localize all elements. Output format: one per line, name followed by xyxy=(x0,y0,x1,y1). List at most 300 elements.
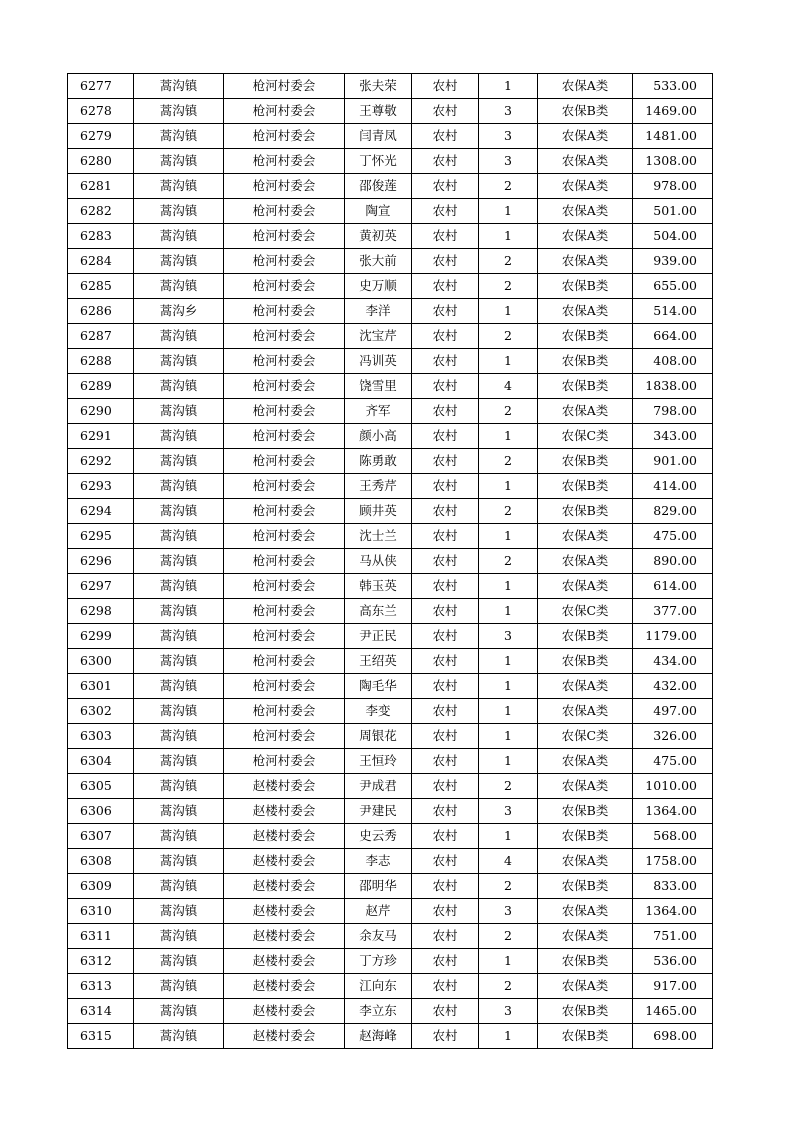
row-number-cell: 6288 xyxy=(68,349,134,374)
town-cell: 蒿沟镇 xyxy=(134,699,224,724)
town-cell: 蒿沟镇 xyxy=(134,649,224,674)
table-row xyxy=(68,624,713,649)
area-type-cell: 农村 xyxy=(412,949,479,974)
insurance-category-cell: 农保A类 xyxy=(538,149,633,174)
amount-cell: 326.00 xyxy=(633,724,713,749)
table-row xyxy=(68,524,713,549)
row-number-cell: 6314 xyxy=(68,999,134,1024)
household-count-cell: 4 xyxy=(479,849,538,874)
table-row xyxy=(68,824,713,849)
amount-cell: 408.00 xyxy=(633,349,713,374)
insurance-category-cell: 农保A类 xyxy=(538,224,633,249)
insurance-category-cell: 农保B类 xyxy=(538,99,633,124)
area-type-cell: 农村 xyxy=(412,549,479,574)
person-name-cell: 王秀芹 xyxy=(345,474,412,499)
village-committee-cell: 赵楼村委会 xyxy=(224,924,345,949)
amount-cell: 497.00 xyxy=(633,699,713,724)
amount-cell: 1364.00 xyxy=(633,799,713,824)
amount-cell: 475.00 xyxy=(633,524,713,549)
insurance-category-cell: 农保B类 xyxy=(538,449,633,474)
area-type-cell: 农村 xyxy=(412,224,479,249)
amount-cell: 501.00 xyxy=(633,199,713,224)
table-row xyxy=(68,424,713,449)
insurance-category-cell: 农保A类 xyxy=(538,674,633,699)
village-committee-cell: 赵楼村委会 xyxy=(224,999,345,1024)
household-count-cell: 1 xyxy=(479,724,538,749)
area-type-cell: 农村 xyxy=(412,674,479,699)
town-cell: 蒿沟镇 xyxy=(134,574,224,599)
row-number-cell: 6285 xyxy=(68,274,134,299)
town-cell: 蒿沟镇 xyxy=(134,749,224,774)
insurance-category-cell: 农保A类 xyxy=(538,974,633,999)
person-name-cell: 陈勇敢 xyxy=(345,449,412,474)
insurance-category-cell: 农保A类 xyxy=(538,299,633,324)
amount-cell: 1758.00 xyxy=(633,849,713,874)
area-type-cell: 农村 xyxy=(412,299,479,324)
area-type-cell: 农村 xyxy=(412,274,479,299)
town-cell: 蒿沟镇 xyxy=(134,349,224,374)
insurance-category-cell: 农保A类 xyxy=(538,549,633,574)
insurance-category-cell: 农保B类 xyxy=(538,374,633,399)
household-count-cell: 1 xyxy=(479,474,538,499)
person-name-cell: 李立东 xyxy=(345,999,412,1024)
household-count-cell: 1 xyxy=(479,349,538,374)
row-number-cell: 6310 xyxy=(68,899,134,924)
town-cell: 蒿沟镇 xyxy=(134,449,224,474)
area-type-cell: 农村 xyxy=(412,499,479,524)
table-row xyxy=(68,799,713,824)
village-committee-cell: 枪河村委会 xyxy=(224,449,345,474)
insurance-category-cell: 农保B类 xyxy=(538,1024,633,1049)
town-cell: 蒿沟乡 xyxy=(134,299,224,324)
household-count-cell: 3 xyxy=(479,999,538,1024)
town-cell: 蒿沟镇 xyxy=(134,124,224,149)
village-committee-cell: 赵楼村委会 xyxy=(224,774,345,799)
person-name-cell: 丁方珍 xyxy=(345,949,412,974)
town-cell: 蒿沟镇 xyxy=(134,524,224,549)
amount-cell: 514.00 xyxy=(633,299,713,324)
household-count-cell: 2 xyxy=(479,249,538,274)
area-type-cell: 农村 xyxy=(412,924,479,949)
table-row xyxy=(68,174,713,199)
amount-cell: 698.00 xyxy=(633,1024,713,1049)
amount-cell: 536.00 xyxy=(633,949,713,974)
table-row xyxy=(68,774,713,799)
person-name-cell: 颜小高 xyxy=(345,424,412,449)
area-type-cell: 农村 xyxy=(412,99,479,124)
village-committee-cell: 枪河村委会 xyxy=(224,74,345,99)
household-count-cell: 2 xyxy=(479,974,538,999)
area-type-cell: 农村 xyxy=(412,249,479,274)
amount-cell: 1838.00 xyxy=(633,374,713,399)
person-name-cell: 沈士兰 xyxy=(345,524,412,549)
amount-cell: 655.00 xyxy=(633,274,713,299)
table-row xyxy=(68,374,713,399)
village-committee-cell: 枪河村委会 xyxy=(224,749,345,774)
insurance-category-cell: 农保A类 xyxy=(538,774,633,799)
person-name-cell: 尹建民 xyxy=(345,799,412,824)
town-cell: 蒿沟镇 xyxy=(134,999,224,1024)
amount-cell: 568.00 xyxy=(633,824,713,849)
town-cell: 蒿沟镇 xyxy=(134,99,224,124)
table-body xyxy=(68,74,713,1049)
household-count-cell: 1 xyxy=(479,199,538,224)
village-committee-cell: 枪河村委会 xyxy=(224,274,345,299)
insurance-category-cell: 农保B类 xyxy=(538,499,633,524)
insurance-category-cell: 农保A类 xyxy=(538,924,633,949)
row-number-cell: 6304 xyxy=(68,749,134,774)
row-number-cell: 6299 xyxy=(68,624,134,649)
amount-cell: 533.00 xyxy=(633,74,713,99)
town-cell: 蒿沟镇 xyxy=(134,849,224,874)
table-row xyxy=(68,974,713,999)
village-committee-cell: 枪河村委会 xyxy=(224,324,345,349)
person-name-cell: 史云秀 xyxy=(345,824,412,849)
amount-cell: 504.00 xyxy=(633,224,713,249)
household-count-cell: 1 xyxy=(479,824,538,849)
household-count-cell: 3 xyxy=(479,624,538,649)
area-type-cell: 农村 xyxy=(412,724,479,749)
insurance-category-cell: 农保B类 xyxy=(538,474,633,499)
table-row xyxy=(68,499,713,524)
household-count-cell: 1 xyxy=(479,649,538,674)
household-count-cell: 2 xyxy=(479,274,538,299)
village-committee-cell: 赵楼村委会 xyxy=(224,849,345,874)
person-name-cell: 尹正民 xyxy=(345,624,412,649)
row-number-cell: 6295 xyxy=(68,524,134,549)
area-type-cell: 农村 xyxy=(412,999,479,1024)
area-type-cell: 农村 xyxy=(412,449,479,474)
town-cell: 蒿沟镇 xyxy=(134,974,224,999)
amount-cell: 1010.00 xyxy=(633,774,713,799)
amount-cell: 978.00 xyxy=(633,174,713,199)
amount-cell: 414.00 xyxy=(633,474,713,499)
household-count-cell: 1 xyxy=(479,299,538,324)
amount-cell: 1308.00 xyxy=(633,149,713,174)
table-row xyxy=(68,274,713,299)
table-row xyxy=(68,749,713,774)
town-cell: 蒿沟镇 xyxy=(134,499,224,524)
village-committee-cell: 赵楼村委会 xyxy=(224,1024,345,1049)
village-committee-cell: 枪河村委会 xyxy=(224,549,345,574)
town-cell: 蒿沟镇 xyxy=(134,874,224,899)
row-number-cell: 6303 xyxy=(68,724,134,749)
town-cell: 蒿沟镇 xyxy=(134,374,224,399)
row-number-cell: 6301 xyxy=(68,674,134,699)
household-count-cell: 1 xyxy=(479,524,538,549)
area-type-cell: 农村 xyxy=(412,74,479,99)
amount-cell: 343.00 xyxy=(633,424,713,449)
area-type-cell: 农村 xyxy=(412,849,479,874)
village-committee-cell: 枪河村委会 xyxy=(224,499,345,524)
person-name-cell: 丁怀光 xyxy=(345,149,412,174)
insurance-category-cell: 农保B类 xyxy=(538,349,633,374)
village-committee-cell: 枪河村委会 xyxy=(224,399,345,424)
insurance-category-cell: 农保A类 xyxy=(538,399,633,424)
town-cell: 蒿沟镇 xyxy=(134,149,224,174)
insurance-category-cell: 农保C类 xyxy=(538,724,633,749)
amount-cell: 890.00 xyxy=(633,549,713,574)
table-row xyxy=(68,674,713,699)
amount-cell: 939.00 xyxy=(633,249,713,274)
row-number-cell: 6309 xyxy=(68,874,134,899)
table-row xyxy=(68,74,713,99)
area-type-cell: 农村 xyxy=(412,974,479,999)
person-name-cell: 齐军 xyxy=(345,399,412,424)
town-cell: 蒿沟镇 xyxy=(134,799,224,824)
household-count-cell: 1 xyxy=(479,599,538,624)
village-committee-cell: 赵楼村委会 xyxy=(224,974,345,999)
insurance-category-cell: 农保A类 xyxy=(538,899,633,924)
household-count-cell: 2 xyxy=(479,499,538,524)
town-cell: 蒿沟镇 xyxy=(134,274,224,299)
amount-cell: 1469.00 xyxy=(633,99,713,124)
town-cell: 蒿沟镇 xyxy=(134,249,224,274)
person-name-cell: 邵明华 xyxy=(345,874,412,899)
table-row xyxy=(68,849,713,874)
person-name-cell: 黄初英 xyxy=(345,224,412,249)
area-type-cell: 农村 xyxy=(412,474,479,499)
household-count-cell: 3 xyxy=(479,124,538,149)
insurance-category-cell: 农保B类 xyxy=(538,624,633,649)
table-row xyxy=(68,224,713,249)
household-count-cell: 1 xyxy=(479,224,538,249)
row-number-cell: 6293 xyxy=(68,474,134,499)
town-cell: 蒿沟镇 xyxy=(134,1024,224,1049)
area-type-cell: 农村 xyxy=(412,524,479,549)
village-committee-cell: 枪河村委会 xyxy=(224,149,345,174)
town-cell: 蒿沟镇 xyxy=(134,424,224,449)
row-number-cell: 6277 xyxy=(68,74,134,99)
town-cell: 蒿沟镇 xyxy=(134,474,224,499)
row-number-cell: 6307 xyxy=(68,824,134,849)
town-cell: 蒿沟镇 xyxy=(134,324,224,349)
table-row xyxy=(68,299,713,324)
household-count-cell: 4 xyxy=(479,374,538,399)
insurance-category-cell: 农保B类 xyxy=(538,999,633,1024)
insurance-category-cell: 农保A类 xyxy=(538,199,633,224)
town-cell: 蒿沟镇 xyxy=(134,899,224,924)
insurance-category-cell: 农保C类 xyxy=(538,424,633,449)
row-number-cell: 6291 xyxy=(68,424,134,449)
table-row xyxy=(68,449,713,474)
village-committee-cell: 枪河村委会 xyxy=(224,124,345,149)
village-committee-cell: 枪河村委会 xyxy=(224,99,345,124)
household-count-cell: 2 xyxy=(479,399,538,424)
row-number-cell: 6297 xyxy=(68,574,134,599)
household-count-cell: 2 xyxy=(479,774,538,799)
household-count-cell: 1 xyxy=(479,574,538,599)
person-name-cell: 马从侠 xyxy=(345,549,412,574)
area-type-cell: 农村 xyxy=(412,899,479,924)
town-cell: 蒿沟镇 xyxy=(134,174,224,199)
row-number-cell: 6305 xyxy=(68,774,134,799)
village-committee-cell: 枪河村委会 xyxy=(224,199,345,224)
table-row xyxy=(68,949,713,974)
row-number-cell: 6290 xyxy=(68,399,134,424)
town-cell: 蒿沟镇 xyxy=(134,599,224,624)
person-name-cell: 李志 xyxy=(345,849,412,874)
town-cell: 蒿沟镇 xyxy=(134,74,224,99)
amount-cell: 1465.00 xyxy=(633,999,713,1024)
village-committee-cell: 枪河村委会 xyxy=(224,299,345,324)
insurance-category-cell: 农保A类 xyxy=(538,249,633,274)
area-type-cell: 农村 xyxy=(412,749,479,774)
amount-cell: 614.00 xyxy=(633,574,713,599)
village-committee-cell: 赵楼村委会 xyxy=(224,899,345,924)
insurance-category-cell: 农保A类 xyxy=(538,74,633,99)
household-count-cell: 1 xyxy=(479,699,538,724)
row-number-cell: 6313 xyxy=(68,974,134,999)
town-cell: 蒿沟镇 xyxy=(134,724,224,749)
table-row xyxy=(68,899,713,924)
amount-cell: 1481.00 xyxy=(633,124,713,149)
town-cell: 蒿沟镇 xyxy=(134,949,224,974)
village-committee-cell: 枪河村委会 xyxy=(224,574,345,599)
area-type-cell: 农村 xyxy=(412,874,479,899)
person-name-cell: 李变 xyxy=(345,699,412,724)
row-number-cell: 6296 xyxy=(68,549,134,574)
row-number-cell: 6282 xyxy=(68,199,134,224)
table-row xyxy=(68,349,713,374)
insurance-category-cell: 农保A类 xyxy=(538,524,633,549)
person-name-cell: 冯训英 xyxy=(345,349,412,374)
person-name-cell: 饶雪里 xyxy=(345,374,412,399)
amount-cell: 377.00 xyxy=(633,599,713,624)
row-number-cell: 6280 xyxy=(68,149,134,174)
town-cell: 蒿沟镇 xyxy=(134,824,224,849)
area-type-cell: 农村 xyxy=(412,199,479,224)
area-type-cell: 农村 xyxy=(412,149,479,174)
town-cell: 蒿沟镇 xyxy=(134,199,224,224)
area-type-cell: 农村 xyxy=(412,574,479,599)
town-cell: 蒿沟镇 xyxy=(134,924,224,949)
person-name-cell: 李洋 xyxy=(345,299,412,324)
amount-cell: 432.00 xyxy=(633,674,713,699)
amount-cell: 917.00 xyxy=(633,974,713,999)
household-count-cell: 1 xyxy=(479,74,538,99)
row-number-cell: 6311 xyxy=(68,924,134,949)
row-number-cell: 6287 xyxy=(68,324,134,349)
household-count-cell: 3 xyxy=(479,99,538,124)
amount-cell: 475.00 xyxy=(633,749,713,774)
row-number-cell: 6300 xyxy=(68,649,134,674)
person-name-cell: 邵俊莲 xyxy=(345,174,412,199)
person-name-cell: 陶毛华 xyxy=(345,674,412,699)
area-type-cell: 农村 xyxy=(412,374,479,399)
village-committee-cell: 赵楼村委会 xyxy=(224,949,345,974)
amount-cell: 833.00 xyxy=(633,874,713,899)
table-row xyxy=(68,649,713,674)
person-name-cell: 史万顺 xyxy=(345,274,412,299)
area-type-cell: 农村 xyxy=(412,424,479,449)
area-type-cell: 农村 xyxy=(412,349,479,374)
person-name-cell: 张夫荣 xyxy=(345,74,412,99)
insurance-category-cell: 农保C类 xyxy=(538,599,633,624)
insurance-category-cell: 农保A类 xyxy=(538,699,633,724)
village-committee-cell: 枪河村委会 xyxy=(224,649,345,674)
village-committee-cell: 枪河村委会 xyxy=(224,349,345,374)
person-name-cell: 赵海峰 xyxy=(345,1024,412,1049)
insurance-category-cell: 农保B类 xyxy=(538,799,633,824)
amount-cell: 1364.00 xyxy=(633,899,713,924)
table-row xyxy=(68,999,713,1024)
row-number-cell: 6289 xyxy=(68,374,134,399)
table-row xyxy=(68,399,713,424)
insurance-category-cell: 农保A类 xyxy=(538,849,633,874)
village-committee-cell: 赵楼村委会 xyxy=(224,799,345,824)
insurance-category-cell: 农保B类 xyxy=(538,874,633,899)
table-row xyxy=(68,549,713,574)
amount-cell: 1179.00 xyxy=(633,624,713,649)
person-name-cell: 尹成君 xyxy=(345,774,412,799)
table-row xyxy=(68,99,713,124)
town-cell: 蒿沟镇 xyxy=(134,774,224,799)
area-type-cell: 农村 xyxy=(412,599,479,624)
area-type-cell: 农村 xyxy=(412,799,479,824)
town-cell: 蒿沟镇 xyxy=(134,624,224,649)
area-type-cell: 农村 xyxy=(412,399,479,424)
area-type-cell: 农村 xyxy=(412,774,479,799)
table-row xyxy=(68,249,713,274)
row-number-cell: 6292 xyxy=(68,449,134,474)
row-number-cell: 6286 xyxy=(68,299,134,324)
town-cell: 蒿沟镇 xyxy=(134,549,224,574)
village-committee-cell: 枪河村委会 xyxy=(224,374,345,399)
village-committee-cell: 枪河村委会 xyxy=(224,224,345,249)
row-number-cell: 6308 xyxy=(68,849,134,874)
household-count-cell: 1 xyxy=(479,424,538,449)
household-count-cell: 2 xyxy=(479,874,538,899)
amount-cell: 829.00 xyxy=(633,499,713,524)
area-type-cell: 农村 xyxy=(412,624,479,649)
village-committee-cell: 枪河村委会 xyxy=(224,674,345,699)
person-name-cell: 王绍英 xyxy=(345,649,412,674)
household-count-cell: 2 xyxy=(479,174,538,199)
household-count-cell: 3 xyxy=(479,149,538,174)
village-committee-cell: 枪河村委会 xyxy=(224,474,345,499)
household-count-cell: 1 xyxy=(479,749,538,774)
insurance-category-cell: 农保B类 xyxy=(538,274,633,299)
insurance-category-cell: 农保A类 xyxy=(538,124,633,149)
town-cell: 蒿沟镇 xyxy=(134,224,224,249)
person-name-cell: 顾井英 xyxy=(345,499,412,524)
table-row xyxy=(68,124,713,149)
household-count-cell: 1 xyxy=(479,1024,538,1049)
table-row xyxy=(68,599,713,624)
village-committee-cell: 赵楼村委会 xyxy=(224,824,345,849)
person-name-cell: 赵芹 xyxy=(345,899,412,924)
insurance-category-cell: 农保A类 xyxy=(538,574,633,599)
village-committee-cell: 枪河村委会 xyxy=(224,724,345,749)
person-name-cell: 王恒玲 xyxy=(345,749,412,774)
insurance-category-cell: 农保B类 xyxy=(538,324,633,349)
amount-cell: 798.00 xyxy=(633,399,713,424)
person-name-cell: 江向东 xyxy=(345,974,412,999)
village-committee-cell: 枪河村委会 xyxy=(224,624,345,649)
insurance-category-cell: 农保B类 xyxy=(538,824,633,849)
area-type-cell: 农村 xyxy=(412,649,479,674)
area-type-cell: 农村 xyxy=(412,699,479,724)
insurance-category-cell: 农保A类 xyxy=(538,749,633,774)
village-committee-cell: 枪河村委会 xyxy=(224,424,345,449)
row-number-cell: 6306 xyxy=(68,799,134,824)
row-number-cell: 6315 xyxy=(68,1024,134,1049)
amount-cell: 434.00 xyxy=(633,649,713,674)
row-number-cell: 6302 xyxy=(68,699,134,724)
table-row xyxy=(68,149,713,174)
insurance-category-cell: 农保B类 xyxy=(538,649,633,674)
